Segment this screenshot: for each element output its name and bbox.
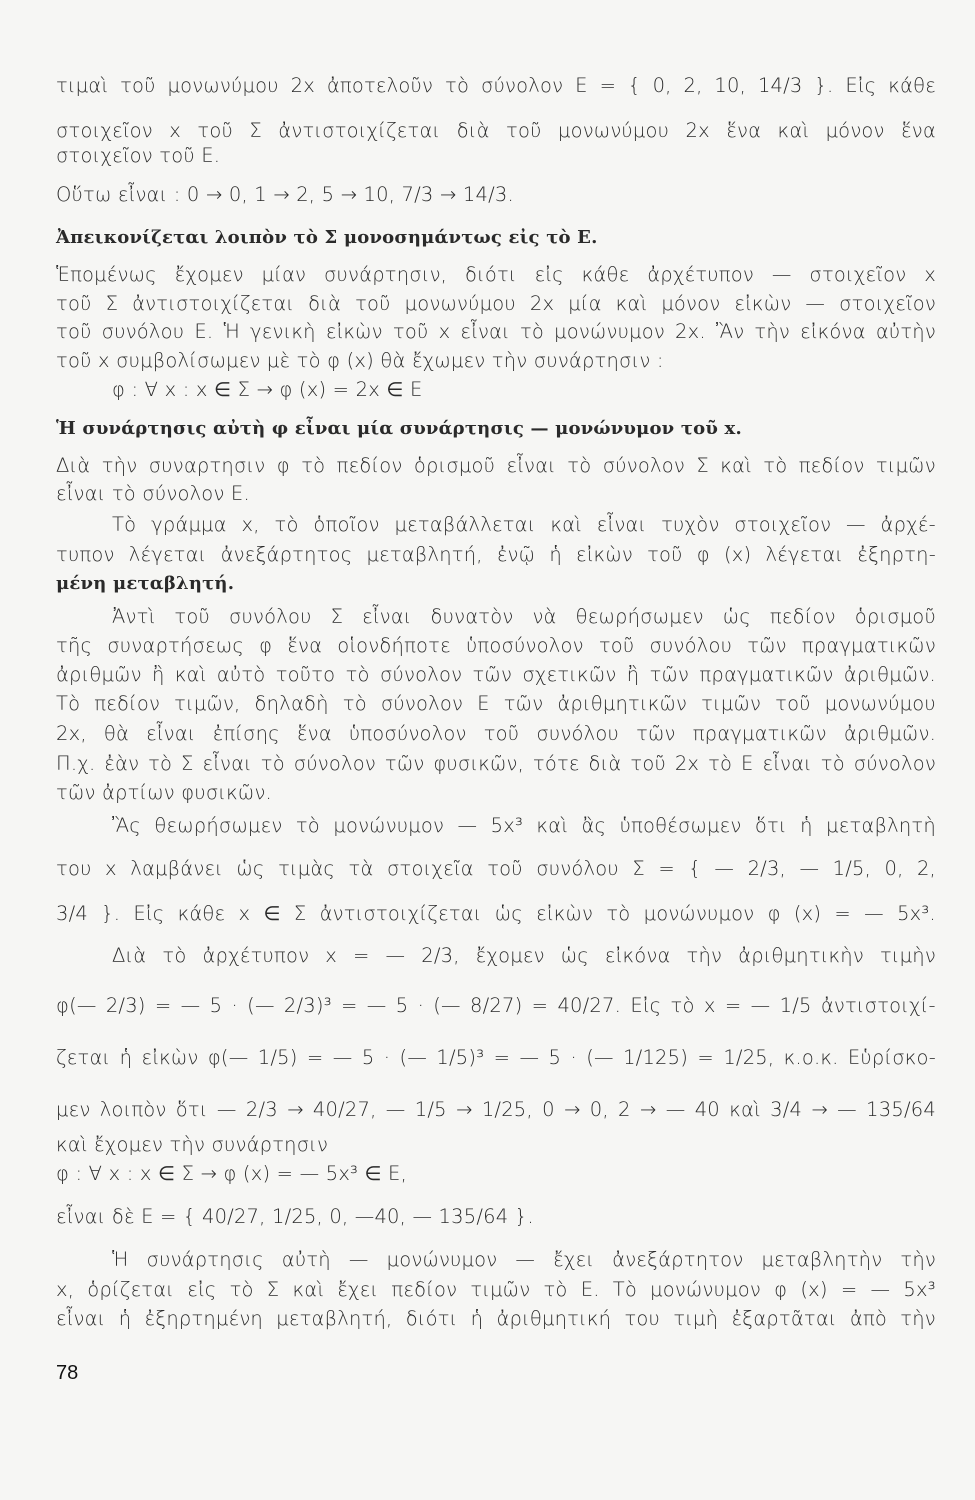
bold-statement: Ἀπεικονίζεται λοιπὸν τὸ Σ μονοσημάντως εἰς τὸ Ε. [56, 227, 598, 248]
text-line: Ἀντὶ τοῦ συνόλου Σ εἶναι δυνατὸν νὰ θεωρήσωμεν ὡς πεδίον ὁρισμοῦ [112, 605, 936, 628]
math-line: εἶναι δὲ Ε = { 40/27, 1/25, 0, —40, — 135/64 }. [56, 1205, 534, 1228]
math-line: του x λαμβάνει ὡς τιμὰς τὰ στοιχεῖα τοῦ συνόλου Σ = { — 2/3, — 1/5, 0, 2, [56, 857, 936, 880]
text-line: τῶν ἀρτίων φυσικῶν. [56, 781, 272, 804]
text-line: Τὸ πεδίον τιμῶν, δηλαδὴ τὸ σύνολον Ε τῶν ἀριθμητικῶν τιμῶν τοῦ μονωνύμου [56, 692, 936, 715]
text-line: στοιχεῖον x τοῦ Σ ἀντιστοιχίζεται διὰ τοῦ μονωνύμου 2x ἕνα καὶ μόνον ἕνα [56, 119, 936, 142]
text-line: Ἂς θεωρήσωμεν τὸ μονώνυμον — 5x³ καὶ ἂς ὑποθέσωμεν ὅτι ἡ μεταβλητὴ [112, 814, 936, 837]
text-line: Ἡ συνάρτησις αὐτὴ — μονώνυμον — ἔχει ἀνεξάρτητον μεταβλητὴν τὴν [112, 1248, 936, 1271]
math-line: ζεται ἡ εἰκὼν φ(— 1/5) = — 5 · (— 1/5)³ = — 5 · (— 1/125) = 1/25, κ.ο.κ. Εὑρίσκο- [56, 1046, 936, 1069]
text-line: στοιχεῖον τοῦ Ε. [56, 144, 221, 167]
text-line: Διὰ τὴν συναρτησιν φ τὸ πεδίον ὁρισμοῦ εἶναι τὸ σύνολον Σ καὶ τὸ πεδίον τιμῶν [56, 454, 936, 477]
formula-line: φ : ∀ x : x ∈ Σ → φ (x) = — 5x³ ∈ Ε, [56, 1162, 407, 1185]
text-line: Ἑπομένως ἔχομεν μίαν συνάρτησιν, διότι εἰς κάθε ἀρχέτυπον — στοιχεῖον x [56, 263, 936, 286]
text-line: τῆς συναρτήσεως φ ἕνα οἱονδήποτε ὑποσύνολον τοῦ συνόλου τῶν πραγματικῶν [56, 634, 936, 657]
text-line: εἶναι τὸ σύνολον Ε. [56, 482, 250, 505]
text-line: καὶ ἔχομεν τὴν συνάρτησιν [56, 1133, 329, 1156]
text-line: τοῦ συνόλου Ε. Ἡ γενικὴ εἰκὼν τοῦ x εἶναι τὸ μονώνυμον 2x. Ἂν τὴν εἰκόνα αὐτὴν [56, 320, 936, 343]
bold-statement: Ἡ συνάρτησις αὐτὴ φ εἶναι μία συνάρτησις — μονώνυμον τοῦ x. [56, 418, 742, 439]
text-line: x, ὁρίζεται εἰς τὸ Σ καὶ ἔχει πεδίον τιμῶν τὸ Ε. Τὸ μονώνυμον φ (x) = — 5x³ [56, 1278, 936, 1301]
math-line: φ(— 2/3) = — 5 · (— 2/3)³ = — 5 · (— 8/27) = 40/27. Εἰς τὸ x = — 1/5 ἀντιστοιχί- [56, 994, 936, 1017]
text-line: ἀριθμῶν ἢ καὶ αὐτὸ τοῦτο τὸ σύνολον τῶν σχετικῶν ἢ τῶν πραγματικῶν ἀριθμῶν. [56, 663, 936, 686]
text-line: Π.χ. ἐὰν τὸ Σ εἶναι τὸ σύνολον τῶν φυσικῶν, τότε διὰ τοῦ 2x τὸ Ε εἶναι τὸ σύνολον [56, 752, 936, 775]
text-line: τυπον λέγεται ἀνεξάρτητος μεταβλητή, ἐνῷ ἡ εἰκὼν τοῦ φ (x) λέγεται ἐξηρτη- [56, 543, 936, 566]
math-line: μεν λοιπὸν ὅτι — 2/3 → 40/27, — 1/5 → 1/25, 0 → 0, 2 → — 40 καὶ 3/4 → — 135/64 [56, 1098, 936, 1121]
math-line: 3/4 }. Εἰς κάθε x ∈ Σ ἀντιστοιχίζεται ὡς εἰκὼν τὸ μονώνυμον φ (x) = — 5x³. [56, 902, 936, 925]
page-number: 78 [56, 1362, 79, 1384]
text-line: Τὸ γράμμα x, τὸ ὁποῖον μεταβάλλεται καὶ εἶναι τυχὸν στοιχεῖον — ἀρχέ- [112, 513, 936, 536]
text-line: τοῦ Σ ἀντιστοιχίζεται διὰ τοῦ μονωνύμου 2x μία καὶ μόνον εἰκὼν — στοιχεῖον [56, 292, 936, 315]
math-line: Οὕτω εἶναι : 0 → 0, 1 → 2, 5 → 10, 7/3 → 14/3. [56, 183, 514, 206]
text-line: μένη μεταβλητή. [56, 573, 235, 594]
text-line: τιμαὶ τοῦ μονωνύμου 2x ἀποτελοῦν τὸ σύνολον Ε = { 0, 2, 10, 14/3 }. Εἰς κάθε [56, 74, 936, 97]
formula-line: φ : ∀ x : x ∈ Σ → φ (x) = 2x ∈ Ε [112, 378, 423, 401]
text-line: τοῦ x συμβολίσωμεν μὲ τὸ φ (x) θὰ ἔχωμεν τὴν συνάρτησιν : [56, 349, 664, 372]
text-line: εἶναι ἡ ἐξηρτημένη μεταβλητή, διότι ἡ ἀριθμητική του τιμὴ ἐξαρτᾶται ἀπὸ τὴν [56, 1307, 936, 1330]
math-line: Διὰ τὸ ἀρχέτυπον x = — 2/3, ἔχομεν ὡς εἰκόνα τὴν ἀριθμητικὴν τιμὴν [112, 944, 936, 967]
text-line: 2x, θὰ εἶναι ἐπίσης ἕνα ὑποσύνολον τοῦ συνόλου τῶν πραγματικῶν ἀριθμῶν. [56, 722, 936, 745]
